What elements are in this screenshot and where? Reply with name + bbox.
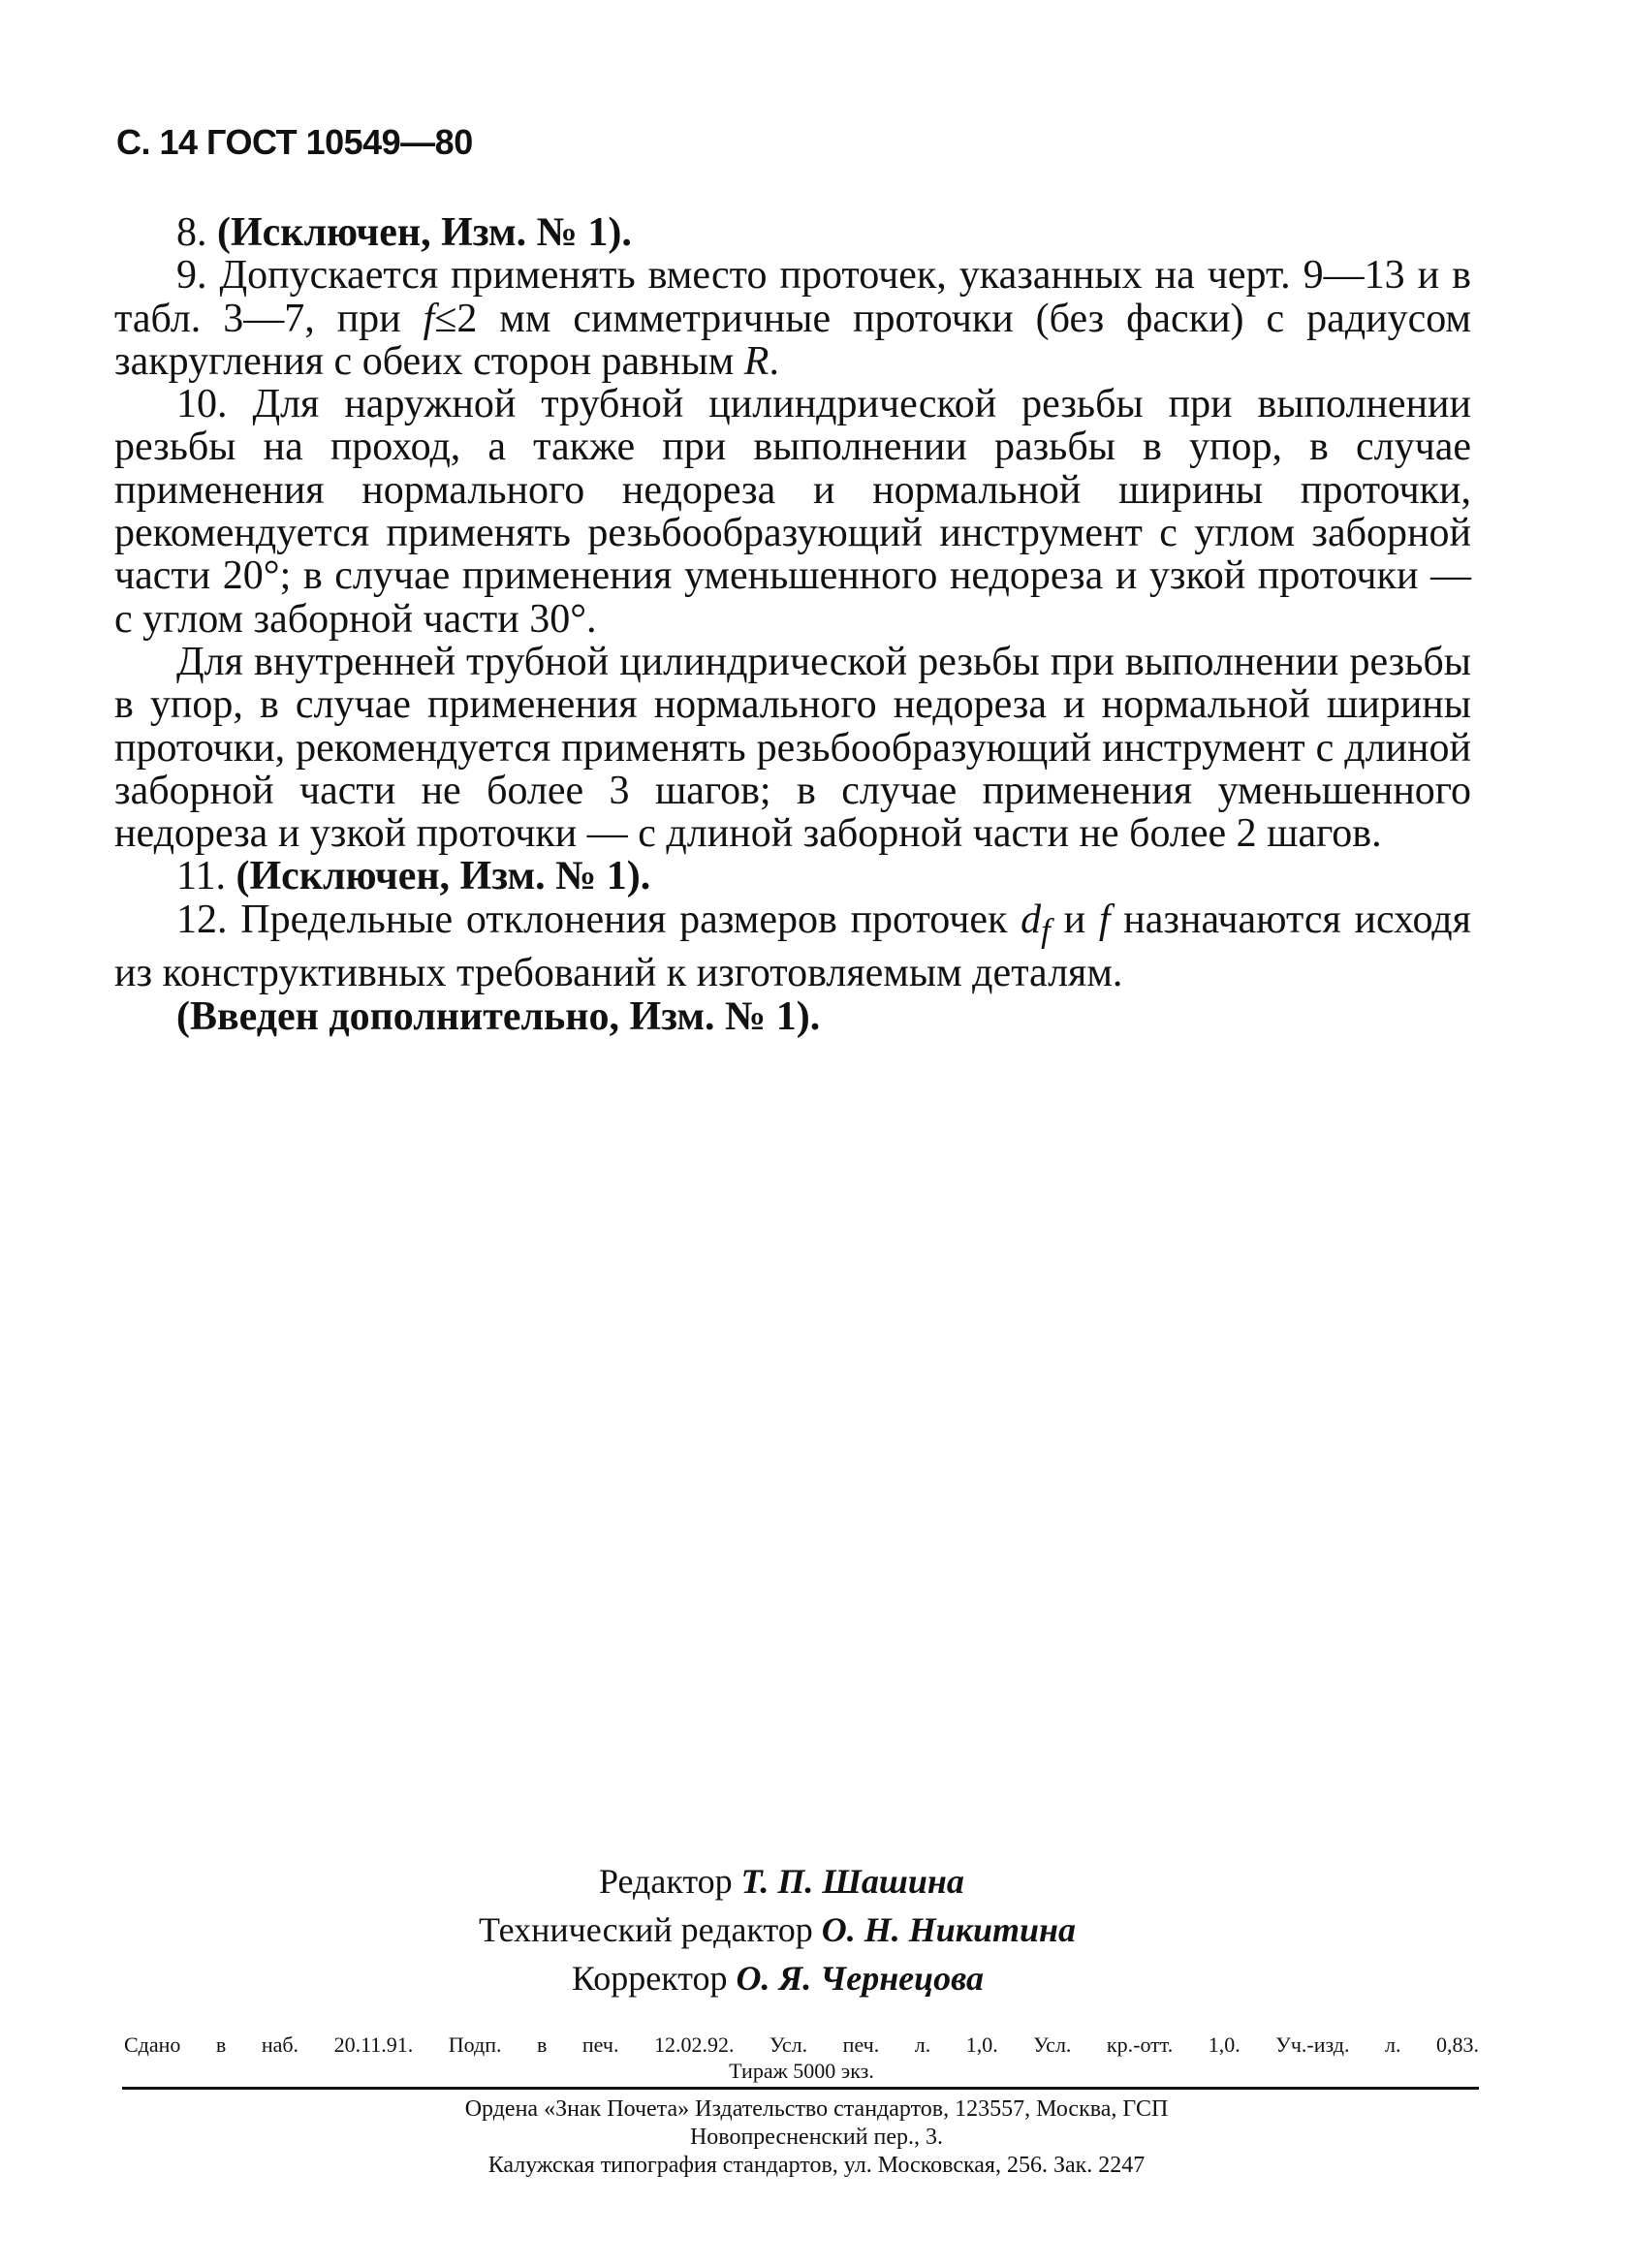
item-12-symbol-d-subscript: f [1041, 911, 1051, 950]
publisher-line-2: Новопресненский пер., 3. [689, 2125, 944, 2150]
page-header: С. 14 ГОСТ 10549—80 [116, 122, 473, 162]
item-8-status: (Исключен, Изм. № 1). [217, 210, 632, 255]
item-12-symbol-f: f [1098, 897, 1111, 942]
corrector-line [0, 1954, 1633, 2002]
publisher-block [0, 2095, 1633, 2180]
print-imprint [124, 2032, 1479, 2084]
item-9-symbol-f: f [423, 296, 435, 341]
item-9-text-1: 9. Допускается применять вместо проточек, указанных на черт. 9—13 и в табл. 3—7, при [114, 253, 1471, 341]
publisher-line-3: Калужская типография стандартов, ул. Московская, 256. Зак. 2247 [487, 2153, 1146, 2178]
item-12-text-3: назначаются исходя из конструктивных требований к изготовляемым деталям. [114, 897, 1471, 996]
divider [122, 2087, 1479, 2090]
item-11 [114, 855, 1471, 898]
item-12-symbol-d: d [1021, 897, 1042, 942]
editor-label: Редактор [599, 1862, 733, 1901]
item-9 [114, 254, 1471, 383]
corrector-name: О. Я. Чернецова [736, 1959, 985, 1998]
item-12 [114, 898, 1471, 995]
corrector-label: Корректор [572, 1959, 728, 1998]
item-11-status: (Исключен, Изм. № 1). [236, 854, 651, 899]
item-12-text-2: и [1050, 897, 1099, 942]
tech-editor-line [0, 1906, 1633, 1954]
item-12-text-1: 12. Предельные отклонения размеров проточек [176, 897, 1021, 942]
imprint-circulation: Тираж 5000 экз. [729, 2059, 874, 2083]
item-8-number: 8. [176, 210, 207, 255]
editors-block [0, 1857, 1633, 2002]
item-9-text-2: ≤2 мм симметричные проточки (без фаски) с радиусом закругления с обеих сторон равным [114, 296, 1471, 384]
item-9-symbol-r: R [743, 338, 769, 384]
item-10: 10. Для наружной трубной цилиндрической резьбы при выполнении резьбы на проход, а также при выполнении разьбы в упор, в случае применения нормального недореза и нормальной ширины проточки, рекомендуется применять резьбообразующий инструмент с углом заборной части 20°; в случае применения уменьшенного недореза и узкой проточки — с углом заборной части 30°. [114, 382, 1471, 642]
item-8 [114, 211, 1471, 254]
publisher-line-1: Ордена «Знак Почета» Издательство стандартов, 123557, Москва, ГСП [464, 2096, 1169, 2122]
document-body [114, 211, 1471, 1038]
imprint-dates: Сдано в наб. 20.11.91. Подп. в печ. 12.02.92. Усл. печ. л. 1,0. Усл. кр.-отт. 1,0. Уч.-изд. л. 0,83. [124, 2032, 1479, 2057]
item-9-text-3: . [769, 338, 779, 384]
editor-line [0, 1857, 1633, 1906]
tech-editor-label: Технический редактор [479, 1910, 813, 1949]
editor-name: Т. П. Шашина [740, 1862, 964, 1901]
tech-editor-name: О. Н. Никитина [821, 1910, 1077, 1949]
item-12-amendment-note: (Введен дополнительно, Изм. № 1). [176, 993, 821, 1039]
item-11-number: 11. [176, 854, 226, 899]
item-10-internal-thread: Для внутренней трубной цилиндрической резьбы при выполнении резьбы в упор, в случае применения нормального недореза и нормальной ширины проточки, рекомендуется применять резьбообразующий инструмент с длиной заборной части не более 3 шагов; в случае применения уменьшенного недореза и узкой проточки — с длиной заборной части не более 2 шагов. [114, 639, 1471, 857]
